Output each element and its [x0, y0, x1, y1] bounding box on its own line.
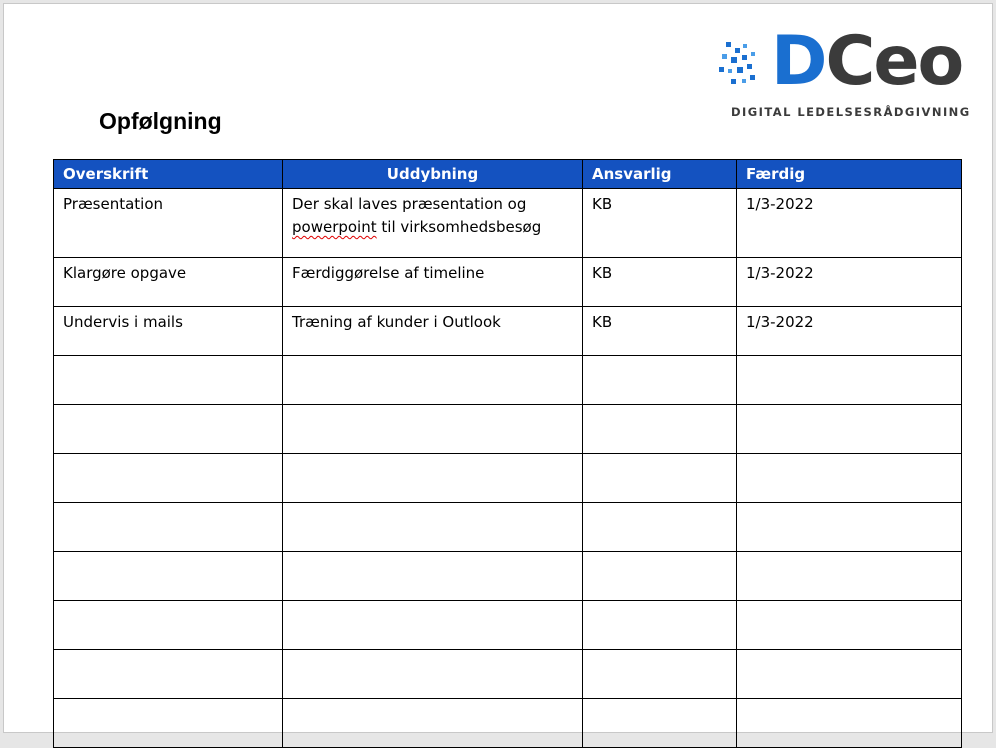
- empty-cell[interactable]: [583, 503, 737, 552]
- header-faerdig: Færdig: [737, 160, 962, 189]
- dceo-logo: [717, 22, 971, 123]
- empty-cell[interactable]: [283, 454, 583, 503]
- document-page: [3, 3, 993, 733]
- empty-cell[interactable]: [54, 503, 283, 552]
- pixel-dots-icon: [717, 39, 777, 89]
- table-row: [54, 307, 962, 356]
- empty-cell[interactable]: [583, 405, 737, 454]
- cell-uddybning[interactable]: Færdiggørelse af timeline: [283, 258, 583, 307]
- logo-wordmark-rest: Ceo: [825, 22, 963, 101]
- empty-cell[interactable]: [737, 405, 962, 454]
- empty-row: [54, 454, 962, 503]
- empty-cell[interactable]: [737, 356, 962, 405]
- cell-ansvarlig[interactable]: KB: [583, 189, 737, 258]
- empty-cell[interactable]: [283, 650, 583, 699]
- cell-faerdig[interactable]: 1/3-2022: [737, 189, 962, 258]
- empty-cell[interactable]: [583, 650, 737, 699]
- empty-row: [54, 601, 962, 650]
- logo-wordmark-d: D: [771, 22, 826, 101]
- empty-cell[interactable]: [54, 552, 283, 601]
- cell-uddybning[interactable]: Træning af kunder i Outlook: [283, 307, 583, 356]
- empty-cell[interactable]: [583, 601, 737, 650]
- empty-cell[interactable]: [54, 356, 283, 405]
- empty-cell[interactable]: [737, 601, 962, 650]
- cell-ansvarlig[interactable]: KB: [583, 258, 737, 307]
- empty-cell[interactable]: [583, 699, 737, 748]
- empty-cell[interactable]: [54, 650, 283, 699]
- empty-cell[interactable]: [283, 356, 583, 405]
- empty-row: [54, 650, 962, 699]
- empty-row: [54, 405, 962, 454]
- empty-cell[interactable]: [283, 601, 583, 650]
- empty-cell[interactable]: [283, 405, 583, 454]
- empty-cell[interactable]: [54, 405, 283, 454]
- empty-cell[interactable]: [737, 552, 962, 601]
- empty-cell[interactable]: [737, 503, 962, 552]
- empty-row: [54, 503, 962, 552]
- empty-row: [54, 699, 962, 748]
- cell-ansvarlig[interactable]: KB: [583, 307, 737, 356]
- header-overskrift: Overskrift: [54, 160, 283, 189]
- header-ansvarlig: Ansvarlig: [583, 160, 737, 189]
- table-row: [54, 189, 962, 258]
- empty-cell[interactable]: [54, 601, 283, 650]
- empty-cell[interactable]: [737, 650, 962, 699]
- spellcheck-word[interactable]: powerpoint: [292, 218, 377, 236]
- cell-overskrift[interactable]: Klargøre opgave: [54, 258, 283, 307]
- header-uddybning: Uddybning: [283, 160, 583, 189]
- empty-cell[interactable]: [54, 454, 283, 503]
- empty-cell[interactable]: [283, 552, 583, 601]
- logo-tagline: DIGITAL LEDELSESRÅDGIVNING: [731, 105, 971, 119]
- cell-overskrift[interactable]: Præsentation: [54, 189, 283, 258]
- empty-cell[interactable]: [737, 699, 962, 748]
- empty-row: [54, 356, 962, 405]
- empty-cell[interactable]: [583, 356, 737, 405]
- cell-faerdig[interactable]: 1/3-2022: [737, 307, 962, 356]
- empty-cell[interactable]: [283, 503, 583, 552]
- cell-faerdig[interactable]: 1/3-2022: [737, 258, 962, 307]
- table-header-row: [54, 160, 962, 189]
- logo-wordmark: [771, 22, 963, 101]
- empty-row: [54, 552, 962, 601]
- empty-cell[interactable]: [737, 454, 962, 503]
- uddybning-line-2: til virksomhedsbesøg: [376, 218, 542, 236]
- cell-uddybning[interactable]: [283, 189, 583, 258]
- uddybning-line-1: Der skal laves præsentation og: [292, 195, 527, 213]
- followup-table: [53, 159, 962, 748]
- empty-cell[interactable]: [583, 454, 737, 503]
- empty-cell[interactable]: [283, 699, 583, 748]
- page-title: Opfølgning: [99, 108, 222, 134]
- cell-overskrift[interactable]: Undervis i mails: [54, 307, 283, 356]
- empty-cell[interactable]: [54, 699, 283, 748]
- empty-cell[interactable]: [583, 552, 737, 601]
- table-row: [54, 258, 962, 307]
